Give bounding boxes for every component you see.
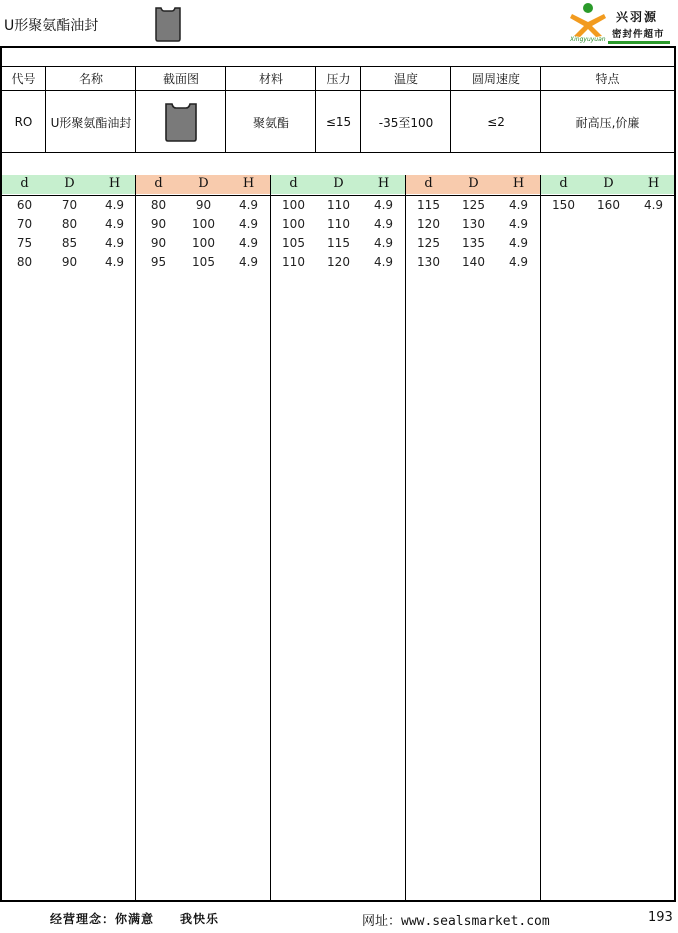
footer-website: 网址：www.sealsmarket.com — [362, 914, 550, 929]
size-cell: 105 — [282, 236, 305, 250]
header-section: 截面图 — [162, 71, 199, 86]
size-cell: 70 — [61, 198, 78, 212]
size-cell: 4.9 — [643, 198, 664, 212]
size-cell: 100 — [192, 236, 215, 250]
size-col-header-D: D — [603, 176, 614, 191]
size-cell: 4.9 — [238, 198, 259, 212]
size-col-header-d: d — [20, 176, 29, 191]
spec-code: RO — [14, 115, 33, 129]
rule — [540, 175, 541, 900]
size-col-header-d: d — [154, 176, 163, 191]
seal-cross-section-icon — [164, 101, 198, 143]
size-cell: 130 — [417, 255, 440, 269]
header-pressure: 压力 — [326, 71, 351, 86]
size-cell: 85 — [61, 236, 78, 250]
size-cell: 110 — [327, 198, 350, 212]
size-col-header-D: D — [468, 176, 479, 191]
logo-figure-icon — [568, 2, 608, 38]
size-col-header-H: H — [647, 176, 660, 191]
size-cell: 135 — [462, 236, 485, 250]
size-cell: 75 — [16, 236, 33, 250]
spec-feature: 耐高压,价廉 — [575, 115, 640, 130]
rule — [270, 175, 271, 900]
size-cell: 120 — [327, 255, 350, 269]
size-cell: 4.9 — [104, 198, 125, 212]
size-cell: 80 — [61, 217, 78, 231]
size-col-header-H: H — [377, 176, 390, 191]
header-speed: 圆周速度 — [471, 71, 520, 86]
rule — [405, 175, 406, 900]
size-cell: 4.9 — [373, 255, 394, 269]
size-cell: 4.9 — [104, 217, 125, 231]
header-feature: 特点 — [595, 71, 620, 86]
size-col-header-d: d — [289, 176, 298, 191]
size-cell: 4.9 — [373, 198, 394, 212]
size-cell: 4.9 — [238, 236, 259, 250]
size-cell: 60 — [16, 198, 33, 212]
size-col-header-d: d — [424, 176, 433, 191]
size-cell: 4.9 — [508, 236, 529, 250]
size-cell: 105 — [192, 255, 215, 269]
size-cell: 90 — [150, 217, 167, 231]
size-cell: 115 — [417, 198, 440, 212]
spec-speed: ≤2 — [487, 115, 505, 129]
size-cell: 4.9 — [373, 236, 394, 250]
size-cell: 4.9 — [238, 255, 259, 269]
rule — [2, 195, 674, 196]
page-title: U形聚氨酯油封 — [4, 18, 99, 34]
spec-section-image — [136, 91, 226, 153]
logo-brand-text: 兴羽源 — [616, 10, 659, 24]
size-col-header-H: H — [512, 176, 525, 191]
footer-motto: 经营理念：你满意 我快乐 — [50, 912, 220, 926]
size-cell: 4.9 — [508, 255, 529, 269]
size-col-header-d: d — [559, 176, 568, 191]
logo-latin: Xingyuyuan — [570, 36, 606, 43]
size-cell: 70 — [16, 217, 33, 231]
size-cell: 115 — [327, 236, 350, 250]
size-cell: 100 — [282, 217, 305, 231]
seal-cross-section-icon — [154, 6, 182, 42]
header-material: 材料 — [258, 71, 283, 86]
header-name: 名称 — [78, 71, 103, 86]
size-cell: 110 — [327, 217, 350, 231]
size-col-header-D: D — [333, 176, 344, 191]
size-cell: 4.9 — [104, 255, 125, 269]
size-cell: 160 — [597, 198, 620, 212]
size-cell: 100 — [282, 198, 305, 212]
spec-material: 聚氨酯 — [252, 115, 289, 130]
size-cell: 90 — [195, 198, 212, 212]
header-temperature: 温度 — [393, 71, 418, 86]
size-cell: 125 — [417, 236, 440, 250]
size-col-header-H: H — [242, 176, 255, 191]
size-cell: 150 — [552, 198, 575, 212]
size-cell: 100 — [192, 217, 215, 231]
size-cell: 130 — [462, 217, 485, 231]
logo-tagline: 密封件超市 — [612, 29, 665, 40]
rule — [135, 175, 136, 900]
size-cell: 125 — [462, 198, 485, 212]
size-cell: 95 — [150, 255, 167, 269]
size-cell: 4.9 — [238, 217, 259, 231]
size-cell: 4.9 — [508, 217, 529, 231]
spec-name: U形聚氨酯油封 — [50, 115, 132, 130]
size-cell: 120 — [417, 217, 440, 231]
size-cell: 90 — [150, 236, 167, 250]
size-cell: 4.9 — [104, 236, 125, 250]
size-col-header-D: D — [64, 176, 75, 191]
size-cell: 80 — [16, 255, 33, 269]
header-code: 代号 — [11, 71, 36, 86]
size-cell: 4.9 — [508, 198, 529, 212]
size-cell: 140 — [462, 255, 485, 269]
size-cell: 4.9 — [373, 217, 394, 231]
size-cell: 110 — [282, 255, 305, 269]
page-number: 193 — [648, 910, 673, 925]
brand-logo — [568, 2, 672, 46]
size-col-header-H: H — [108, 176, 121, 191]
size-cell: 90 — [61, 255, 78, 269]
spec-temperature: -35至100 — [378, 115, 434, 130]
size-cell: 80 — [150, 198, 167, 212]
spec-pressure: ≤15 — [325, 115, 352, 129]
size-col-header-D: D — [198, 176, 209, 191]
logo-underline — [608, 41, 670, 44]
